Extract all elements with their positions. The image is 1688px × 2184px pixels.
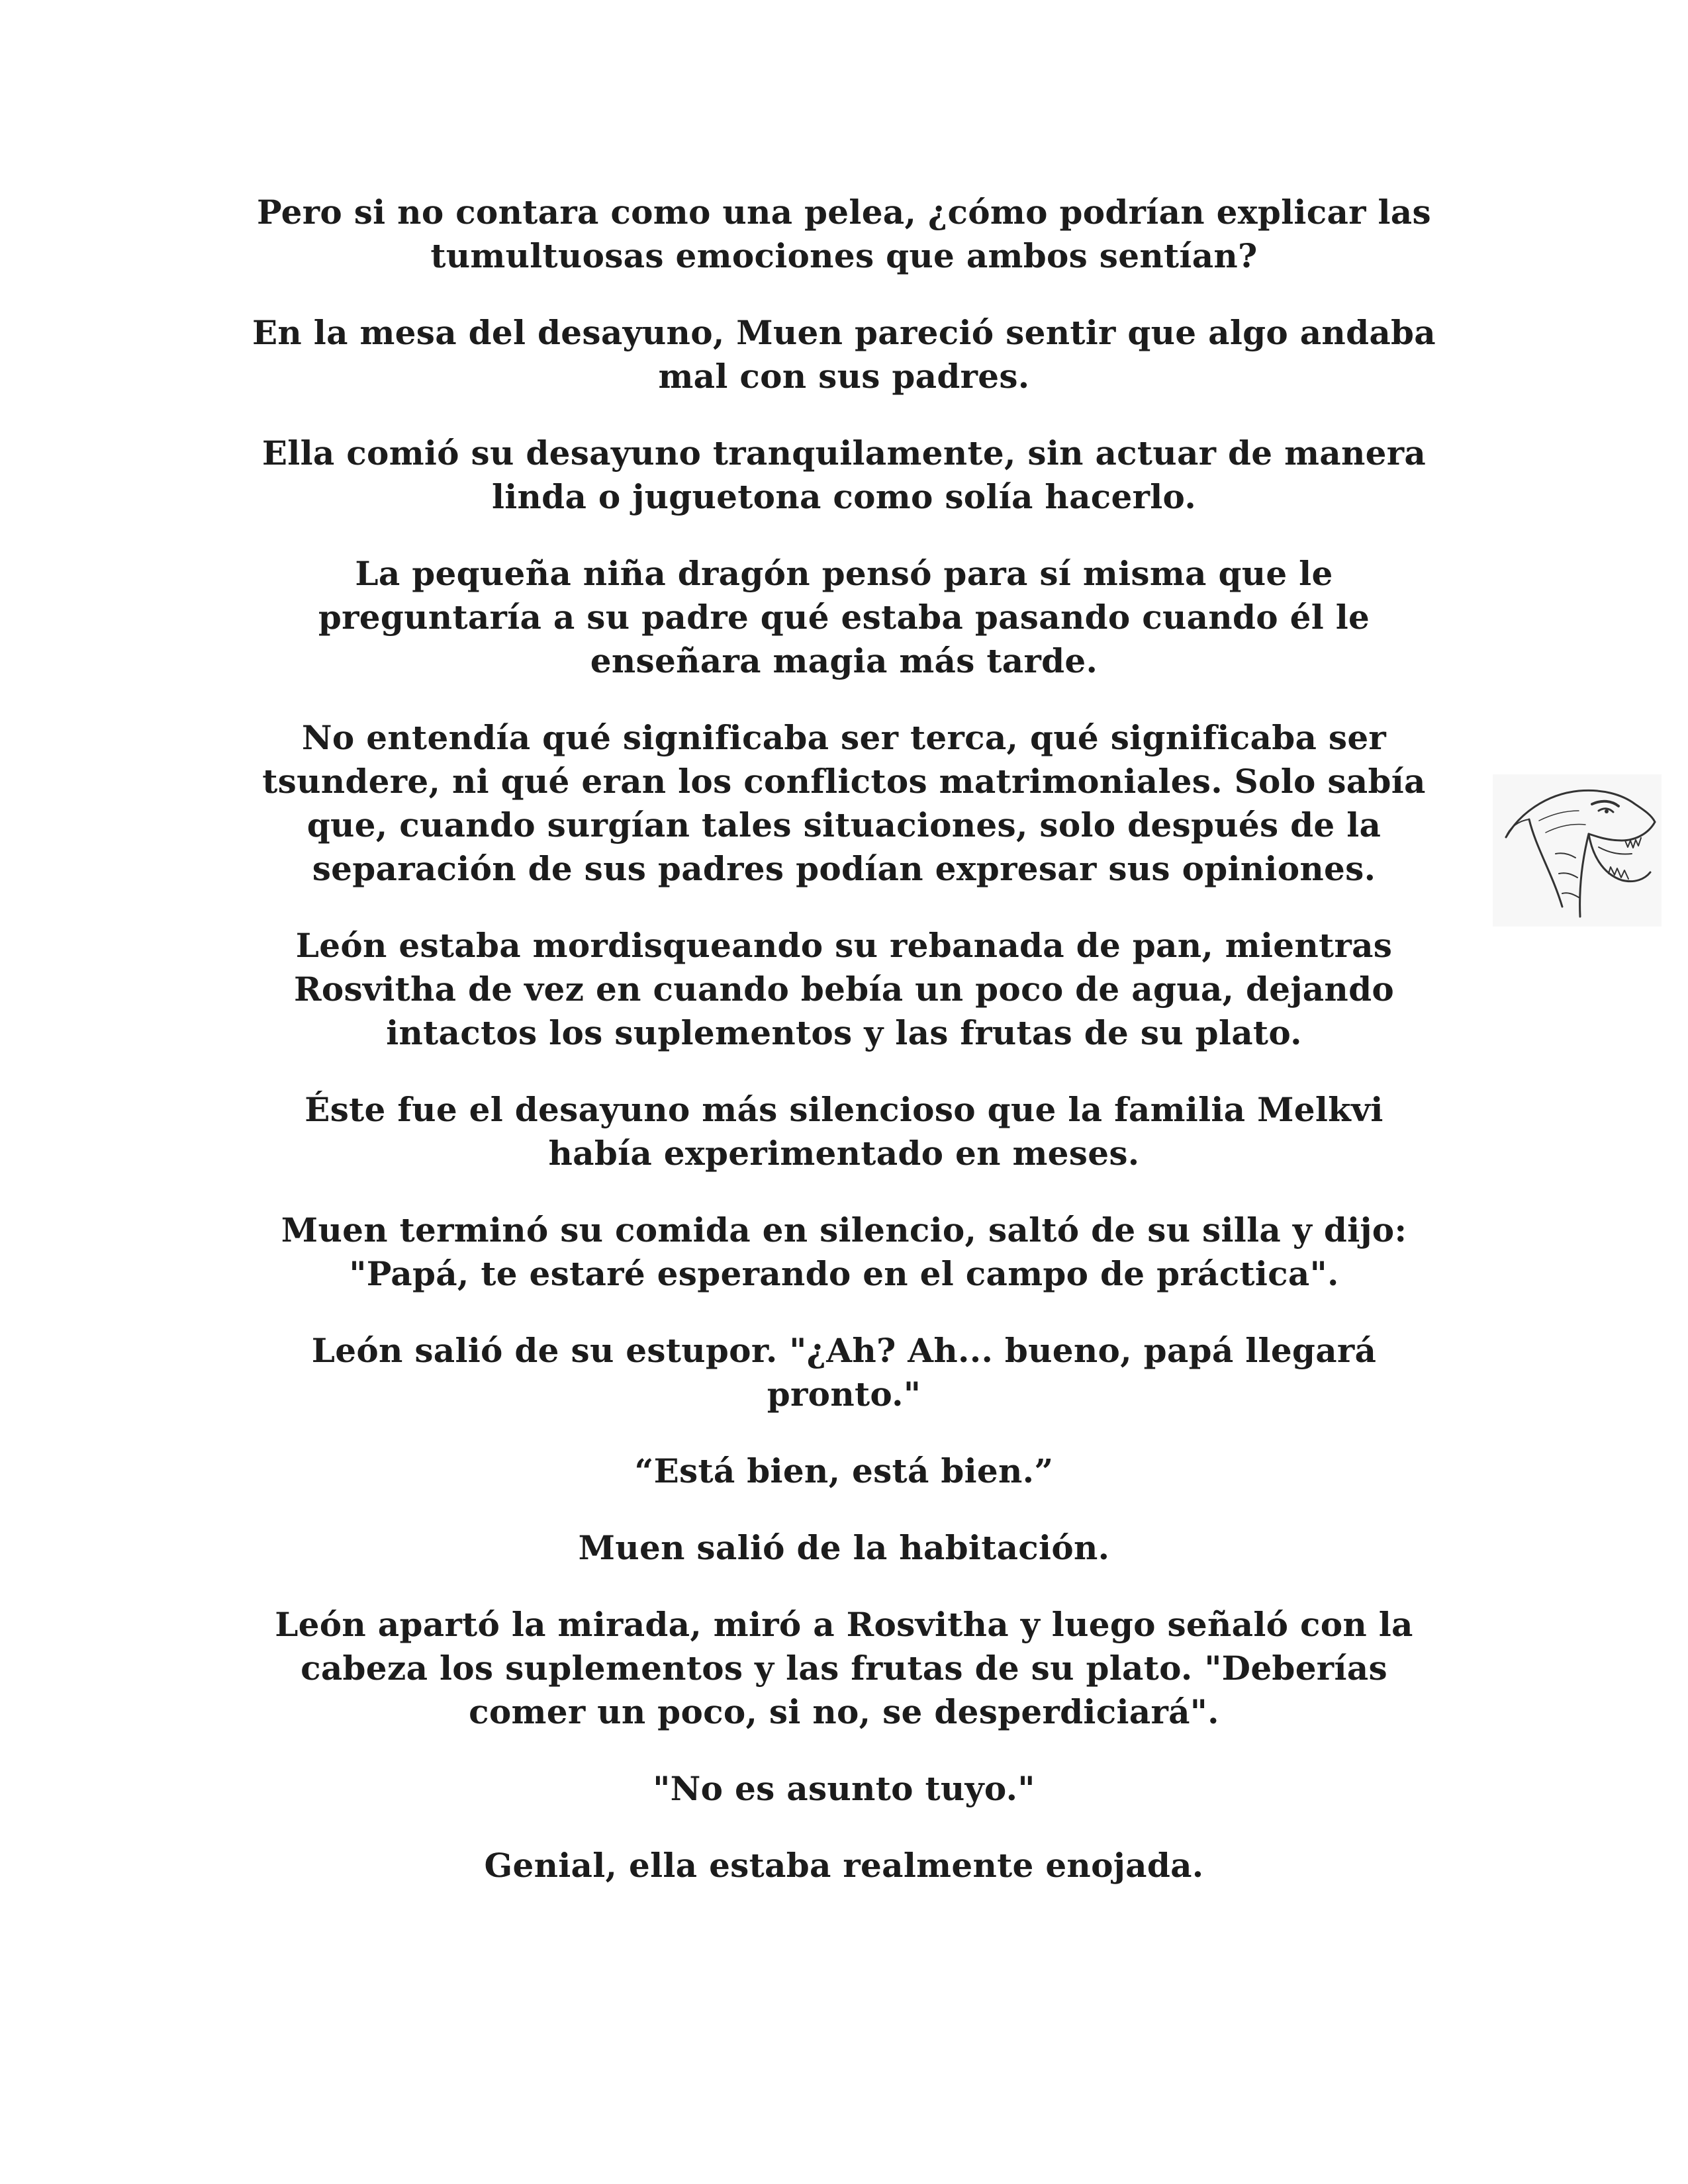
paragraph [235,1767,1453,1811]
paragraph [235,1449,1453,1493]
paragraph [235,1088,1453,1175]
text-line: intactos los suplementos y las frutas de su plato. [386,1013,1302,1052]
text-line: “Está bien, está bien.” [634,1451,1054,1490]
paragraph [235,191,1453,278]
text-line: comer un poco, si no, se desperdiciará". [469,1692,1219,1731]
text-line: tumultuosas emociones que ambos sentían? [430,236,1258,275]
paragraph [235,432,1453,519]
text-line: pronto." [767,1375,921,1414]
text-line: linda o juguetona como solía hacerlo. [491,477,1197,516]
text-line: Ella comió su desayuno tranquilamente, sin actuar de manera [261,433,1427,473]
text-line: Muen terminó su comida en silencio, saltó de su silla y dijo: [281,1210,1407,1250]
text-line: León salió de su estupor. "¿Ah? Ah... bueno, papá llegará [311,1331,1377,1370]
text-line: La pequeña niña dragón pensó para sí misma que le [355,554,1333,593]
text-line: "Papá, te estaré esperando en el campo de práctica". [349,1254,1339,1293]
paragraph [235,1329,1453,1416]
paragraph [235,1844,1453,1888]
text-line: tsundere, ni qué eran los conflictos matrimoniales. Solo sabía [262,762,1426,801]
paragraph [235,311,1453,398]
text-line: separación de sus padres podían expresar sus opiniones. [312,849,1376,888]
text-line: que, cuando surgían tales situaciones, solo después de la [306,805,1382,844]
paragraph [235,716,1453,891]
text-line: No entendía qué significaba ser terca, qué significaba ser [301,718,1387,757]
text-line: Rosvitha de vez en cuando bebía un poco de agua, dejando [293,970,1394,1009]
text-line: mal con sus padres. [658,357,1030,396]
paragraph [235,924,1453,1055]
text-line: León apartó la mirada, miró a Rosvitha y luego señaló con la [275,1605,1413,1644]
text-line: "No es asunto tuyo." [653,1769,1035,1808]
text-line: Genial, ella estaba realmente enojada. [484,1846,1204,1885]
text-line: preguntaría a su padre qué estaba pasando cuando él le [318,598,1370,637]
paragraph [235,1208,1453,1296]
paragraph [235,1603,1453,1734]
dinosaur-head-icon [1493,774,1662,927]
text-line: Éste fue el desayuno más silencioso que la familia Melkvi [305,1090,1383,1129]
text-line: Muen salió de la habitación. [578,1528,1110,1567]
text-line: enseñara magia más tarde. [590,641,1098,680]
paragraph [235,1526,1453,1570]
text-line: Pero si no contara como una pelea, ¿cómo podrían explicar las [257,193,1431,232]
text-line: había experimentado en meses. [548,1134,1140,1173]
text-line: cabeza los suplementos y las frutas de su plato. "Deberías [301,1649,1387,1688]
paragraph [235,552,1453,683]
story-text [235,191,1453,1921]
text-line: León estaba mordisqueando su rebanada de pan, mientras [295,926,1393,965]
text-line: En la mesa del desayuno, Muen pareció sentir que algo andaba [252,313,1436,352]
